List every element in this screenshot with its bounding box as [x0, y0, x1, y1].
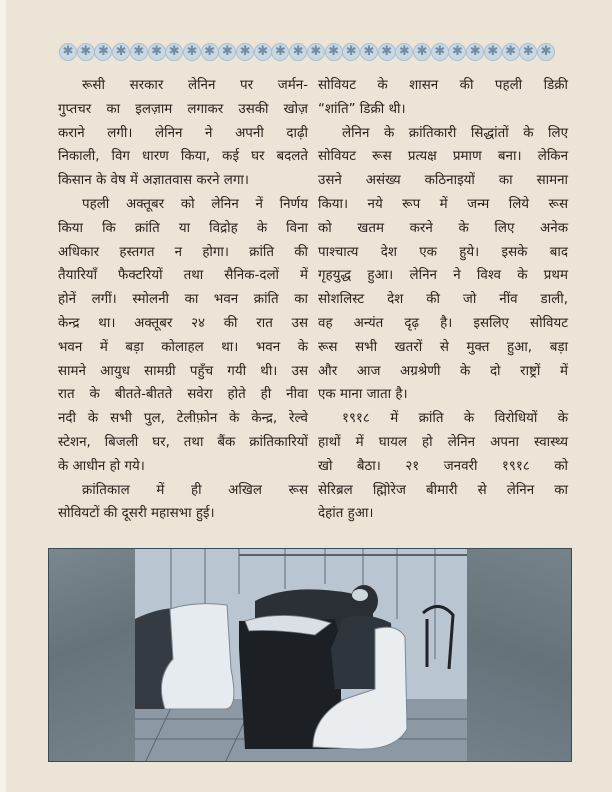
- star-ornament-icon: ✱: [131, 44, 147, 60]
- star-ornament-icon: ✱: [432, 44, 448, 60]
- star-ornament-icon: ✱: [326, 44, 342, 60]
- star-ornament-icon: ✱: [467, 44, 483, 60]
- star-ornament-icon: ✱: [308, 44, 324, 60]
- star-ornament-icon: ✱: [95, 44, 111, 60]
- text-line: को खतम करने के लिए अनेक: [318, 220, 568, 236]
- text-line: अधिकार हस्तगत न होगा। क्रांति की: [58, 244, 308, 260]
- text-line: सेरिब्रल ह्मिोरेज बीमारी से लेनिन का: [318, 482, 568, 498]
- paragraph: [318, 407, 568, 526]
- star-ornament-icon: ✱: [290, 44, 306, 60]
- text-line: किया। नये रूप में जन्म लिये रूस: [318, 196, 568, 212]
- paragraph: [58, 74, 308, 193]
- paragraph: [58, 479, 308, 527]
- scene-drawing: [135, 549, 467, 761]
- text-line: सामने आयुध सामग्री पहुँच गयी थी। उस: [58, 363, 308, 379]
- left-text-column: [58, 74, 308, 526]
- star-ornament-icon: ✱: [485, 44, 501, 60]
- text-line: १९१८ में क्रांति के विरोधियों के: [342, 411, 568, 427]
- star-ornament-icon: ✱: [219, 44, 235, 60]
- text-line: खो बैठा। २१ जनवरी १९१८ को: [318, 458, 568, 474]
- star-ornament-icon: ✱: [414, 44, 430, 60]
- text-line: हाथों में घायल हो लेनिन अपना स्वास्थ्य: [318, 434, 568, 450]
- star-ornament-icon: ✱: [113, 44, 129, 60]
- figure-head: [350, 585, 378, 617]
- illustration-left-panel: [49, 549, 135, 761]
- star-ornament-icon: ✱: [272, 44, 288, 60]
- text-line: एक माना जाता है।: [318, 387, 408, 403]
- text-line: उसने असंख्य कठिनाइयों का सामना: [318, 173, 568, 189]
- text-line: और आज अग्रश्रेणी के दो राष्ट्रों में: [318, 363, 568, 379]
- text-line: “शांति” डिक्री थी।: [318, 101, 406, 117]
- text-line: किया कि क्रांति या विद्रोह के विना: [58, 220, 308, 236]
- star-ornament-icon: ✱: [379, 44, 395, 60]
- star-ornament-icon: ✱: [60, 44, 76, 60]
- text-line: सोवियट के शासन की पहली डिक्री: [318, 78, 568, 93]
- text-line: सोवियट रूस प्रत्यक्ष प्रमाण बना। लेकिन: [318, 149, 568, 165]
- star-ornament-icon: ✱: [538, 44, 554, 60]
- illustration-right-panel: [467, 549, 571, 761]
- paragraph: [318, 122, 568, 408]
- star-ornament-icon: ✱: [78, 44, 94, 60]
- text-line: पाश्चात्य देश एक हुये। इसके बाद: [318, 244, 568, 260]
- text-line: केन्द्र था। अक्तूबर २४ की रात उस: [58, 315, 308, 331]
- paragraph: [58, 193, 308, 479]
- text-line: भवन में बड़ा कोलाहल था। भवन के: [58, 339, 308, 355]
- text-line: क्रांतिकाल में ही अखिल रूस: [82, 482, 308, 498]
- text-line: तैयारियाँ फैक्टरियों तथा सैनिक-दलों में: [58, 268, 308, 284]
- star-ornament-icon: ✱: [503, 44, 519, 60]
- text-line: स्टेशन, बिजली घर, तथा बैंक क्रांतिकारियों: [58, 434, 308, 450]
- star-ornament-icon: ✱: [237, 44, 253, 60]
- text-line: सोवियटों की दूसरी महासभा हुई।: [58, 506, 215, 522]
- illustration-scene: [135, 549, 467, 761]
- star-ornament-icon: ✱: [520, 44, 536, 60]
- ornamental-border: [60, 42, 554, 62]
- star-ornament-icon: ✱: [255, 44, 271, 60]
- star-ornament-icon: ✱: [396, 44, 412, 60]
- text-line: वह अन्यंत दृढ़ है। इसलिए सोवियट: [318, 315, 568, 331]
- page-edge: [0, 0, 6, 792]
- text-line: देहांत हुआ।: [318, 506, 374, 522]
- text-line: रूसी सरकार लेनिन पर जर्मन-: [82, 78, 308, 93]
- star-ornament-icon: ✱: [361, 44, 377, 60]
- right-text-column: [318, 74, 568, 526]
- text-line: रूस सभी खतरों से मुक्त हुआ, बड़ा: [318, 339, 568, 355]
- star-ornament-icon: ✱: [202, 44, 218, 60]
- text-line: लेनिन के क्रांतिकारी सिद्धांतों के लिए: [342, 125, 568, 141]
- star-ornament-icon: ✱: [449, 44, 465, 60]
- illustration-lenin-at-desk: [48, 548, 572, 762]
- figure-bald-head: [352, 589, 368, 601]
- text-line: के आधीन हो गये।: [58, 458, 145, 474]
- text-line: रात के बीतते-बीतते सवेरा होते ही नीवा: [58, 387, 308, 403]
- star-ornament-icon: ✱: [184, 44, 200, 60]
- star-ornament-icon: ✱: [149, 44, 165, 60]
- text-line: होनें लगीं। स्मोलनी का भवन क्रांति का: [58, 292, 308, 308]
- text-line: नदी के सभी पुल, टेलीफ़ोन के केन्द्र, रेल्वे: [58, 411, 308, 427]
- star-ornament-icon: ✱: [166, 44, 182, 60]
- text-line: गुप्तचर का इलज़ाम लगाकर उसकी खोज़: [58, 101, 308, 117]
- text-line: गृहयुद्ध हुआ। लेनिन ने विश्व के प्रथम: [318, 268, 568, 284]
- text-line: किसान के वेष में अज्ञातवास करने लगा।: [58, 173, 249, 189]
- paragraph: [318, 74, 568, 122]
- star-ornament-icon: ✱: [343, 44, 359, 60]
- text-line: निकाली, विग धारण किया, कई घर बदलते: [58, 149, 308, 165]
- text-line: पहली अक्तूबर को लेनिन नें निर्णय: [82, 196, 308, 212]
- text-line: सोशलिस्ट देश की जो नींव डाली,: [318, 292, 568, 308]
- text-line: कराने लगी। लेनिन ने अपनी दाढ़ी: [58, 125, 308, 141]
